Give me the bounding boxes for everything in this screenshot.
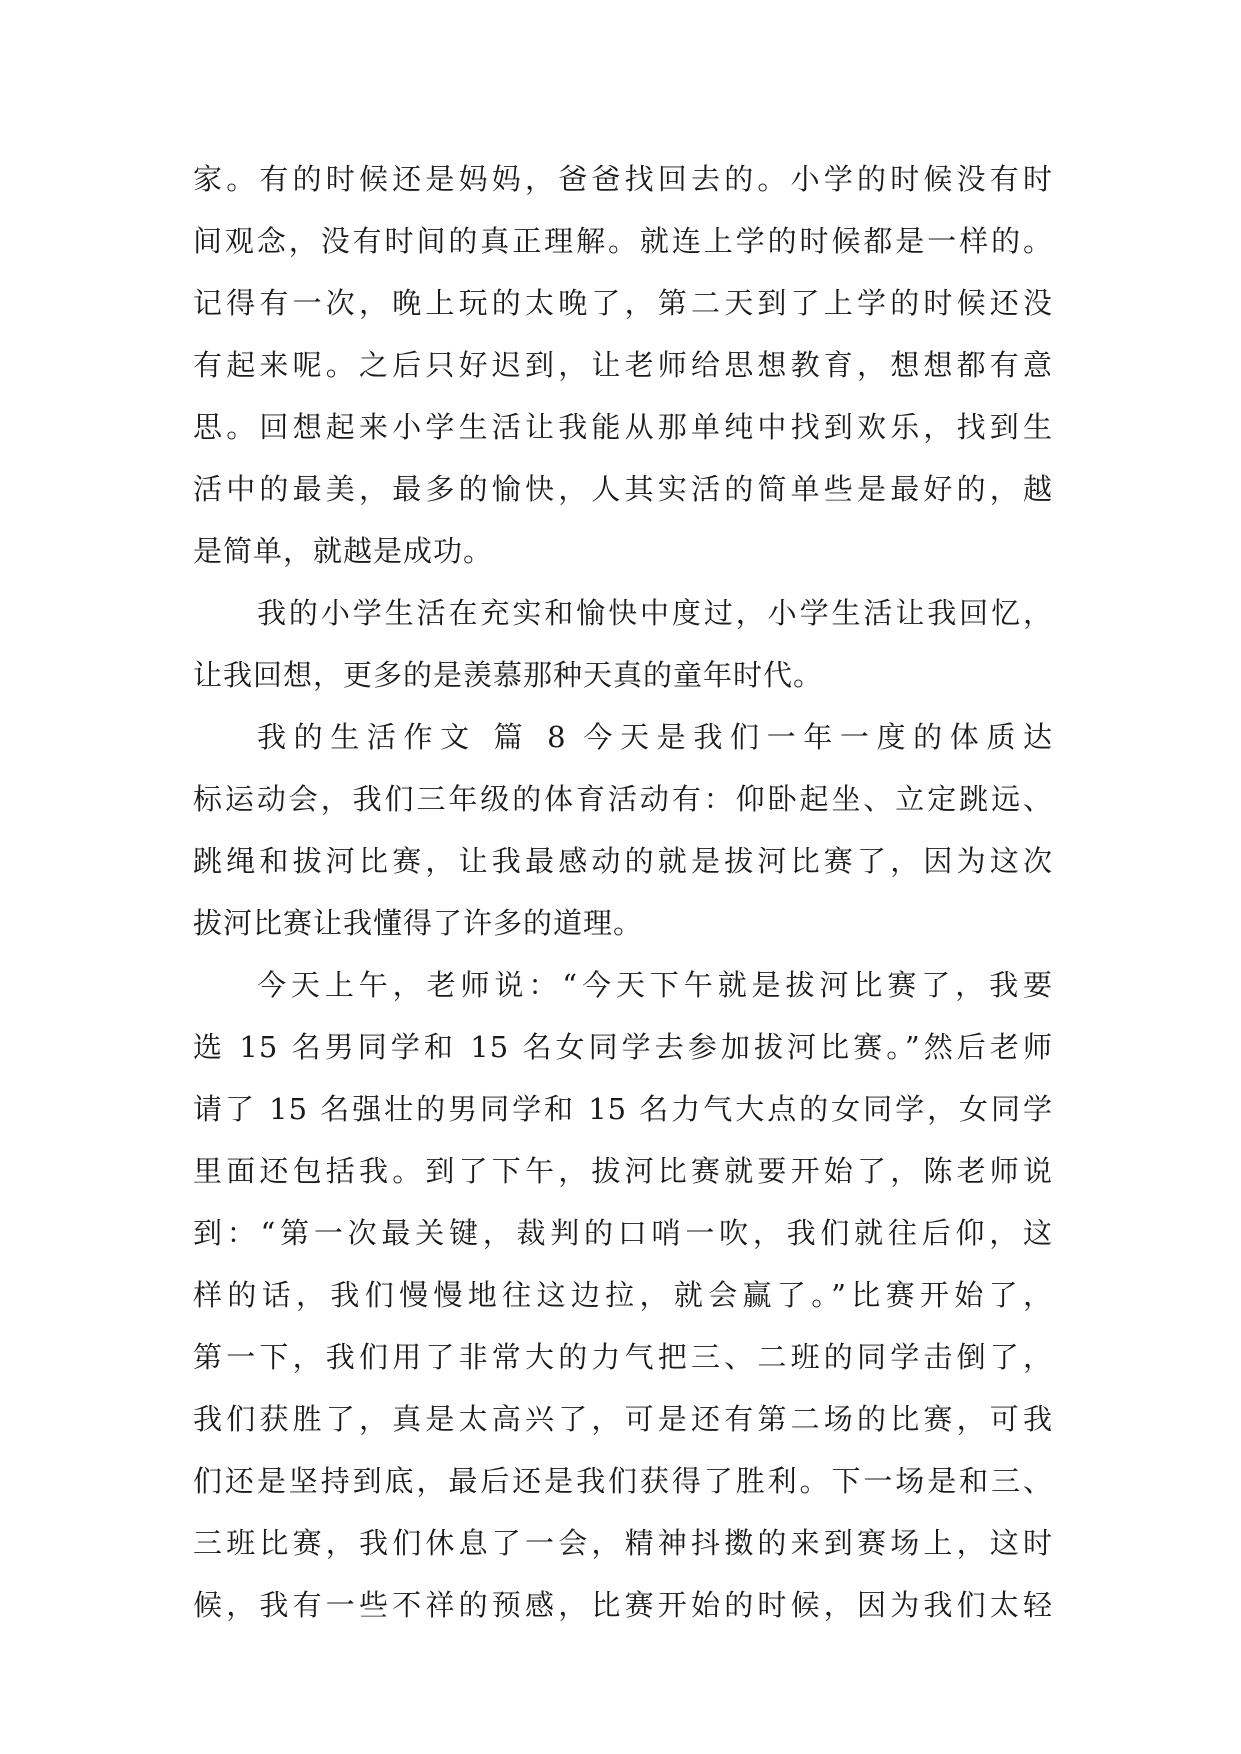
text-line: 们还是坚持到底，最后还是我们获得了胜利。下一场是和三、: [193, 1464, 1053, 1498]
text-line: 里面还包括我。到了下午，拔河比赛就要开始了，陈老师说: [193, 1154, 1053, 1188]
text-line: 到：“第一次最关键，裁判的口哨一吹，我们就往后仰，这: [193, 1216, 1053, 1250]
text-line: 请了 15 名强壮的男同学和 15 名力气大点的女同学，女同学: [193, 1092, 1053, 1126]
text-line: 有起来呢。之后只好迟到，让老师给思想教育，想想都有意: [193, 348, 1053, 382]
text-line: 让我回想，更多的是羡慕那种天真的童年时代。: [193, 658, 824, 692]
text-line: 是简单，就越是成功。: [193, 534, 494, 568]
text-line: 标运动会，我们三年级的体育活动有：仰卧起坐、立定跳远、: [193, 782, 1053, 816]
text-line: 我的小学生活在充实和愉快中度过，小学生活让我回忆，: [257, 596, 1053, 630]
text-line: 活中的最美，最多的愉快，人其实活的简单些是最好的，越: [193, 472, 1053, 506]
text-line: 选 15 名男同学和 15 名女同学去参加拔河比赛。”然后老师: [193, 1030, 1053, 1064]
text-line: 我们获胜了，真是太高兴了，可是还有第二场的比赛，可我: [193, 1402, 1053, 1436]
text-line: 跳绳和拔河比赛，让我最感动的就是拔河比赛了，因为这次: [193, 844, 1053, 878]
text-line: 我的生活作文 篇 8 今天是我们一年一度的体质达: [257, 720, 1053, 754]
text-line: 记得有一次，晚上玩的太晚了，第二天到了上学的时候还没: [193, 286, 1053, 320]
text-line: 三班比赛，我们休息了一会，精神抖擞的来到赛场上，这时: [193, 1526, 1053, 1560]
text-line: 样的话，我们慢慢地往这边拉，就会赢了。”比赛开始了，: [193, 1278, 1053, 1312]
text-line: 间观念，没有时间的真正理解。就连上学的时候都是一样的。: [193, 224, 1053, 258]
text-line: 思。回想起来小学生活让我能从那单纯中找到欢乐，找到生: [193, 410, 1053, 444]
text-line: 第一下，我们用了非常大的力气把三、二班的同学击倒了，: [193, 1340, 1053, 1374]
text-line: 家。有的时候还是妈妈，爸爸找回去的。小学的时候没有时: [193, 162, 1053, 196]
text-line: 今天上午，老师说：“今天下午就是拔河比赛了，我要: [257, 968, 1053, 1002]
document-body: [193, 148, 1053, 1636]
text-line: 候，我有一些不祥的预感，比赛开始的时候，因为我们太轻: [193, 1588, 1053, 1622]
text-line: 拔河比赛让我懂得了许多的道理。: [193, 906, 644, 940]
